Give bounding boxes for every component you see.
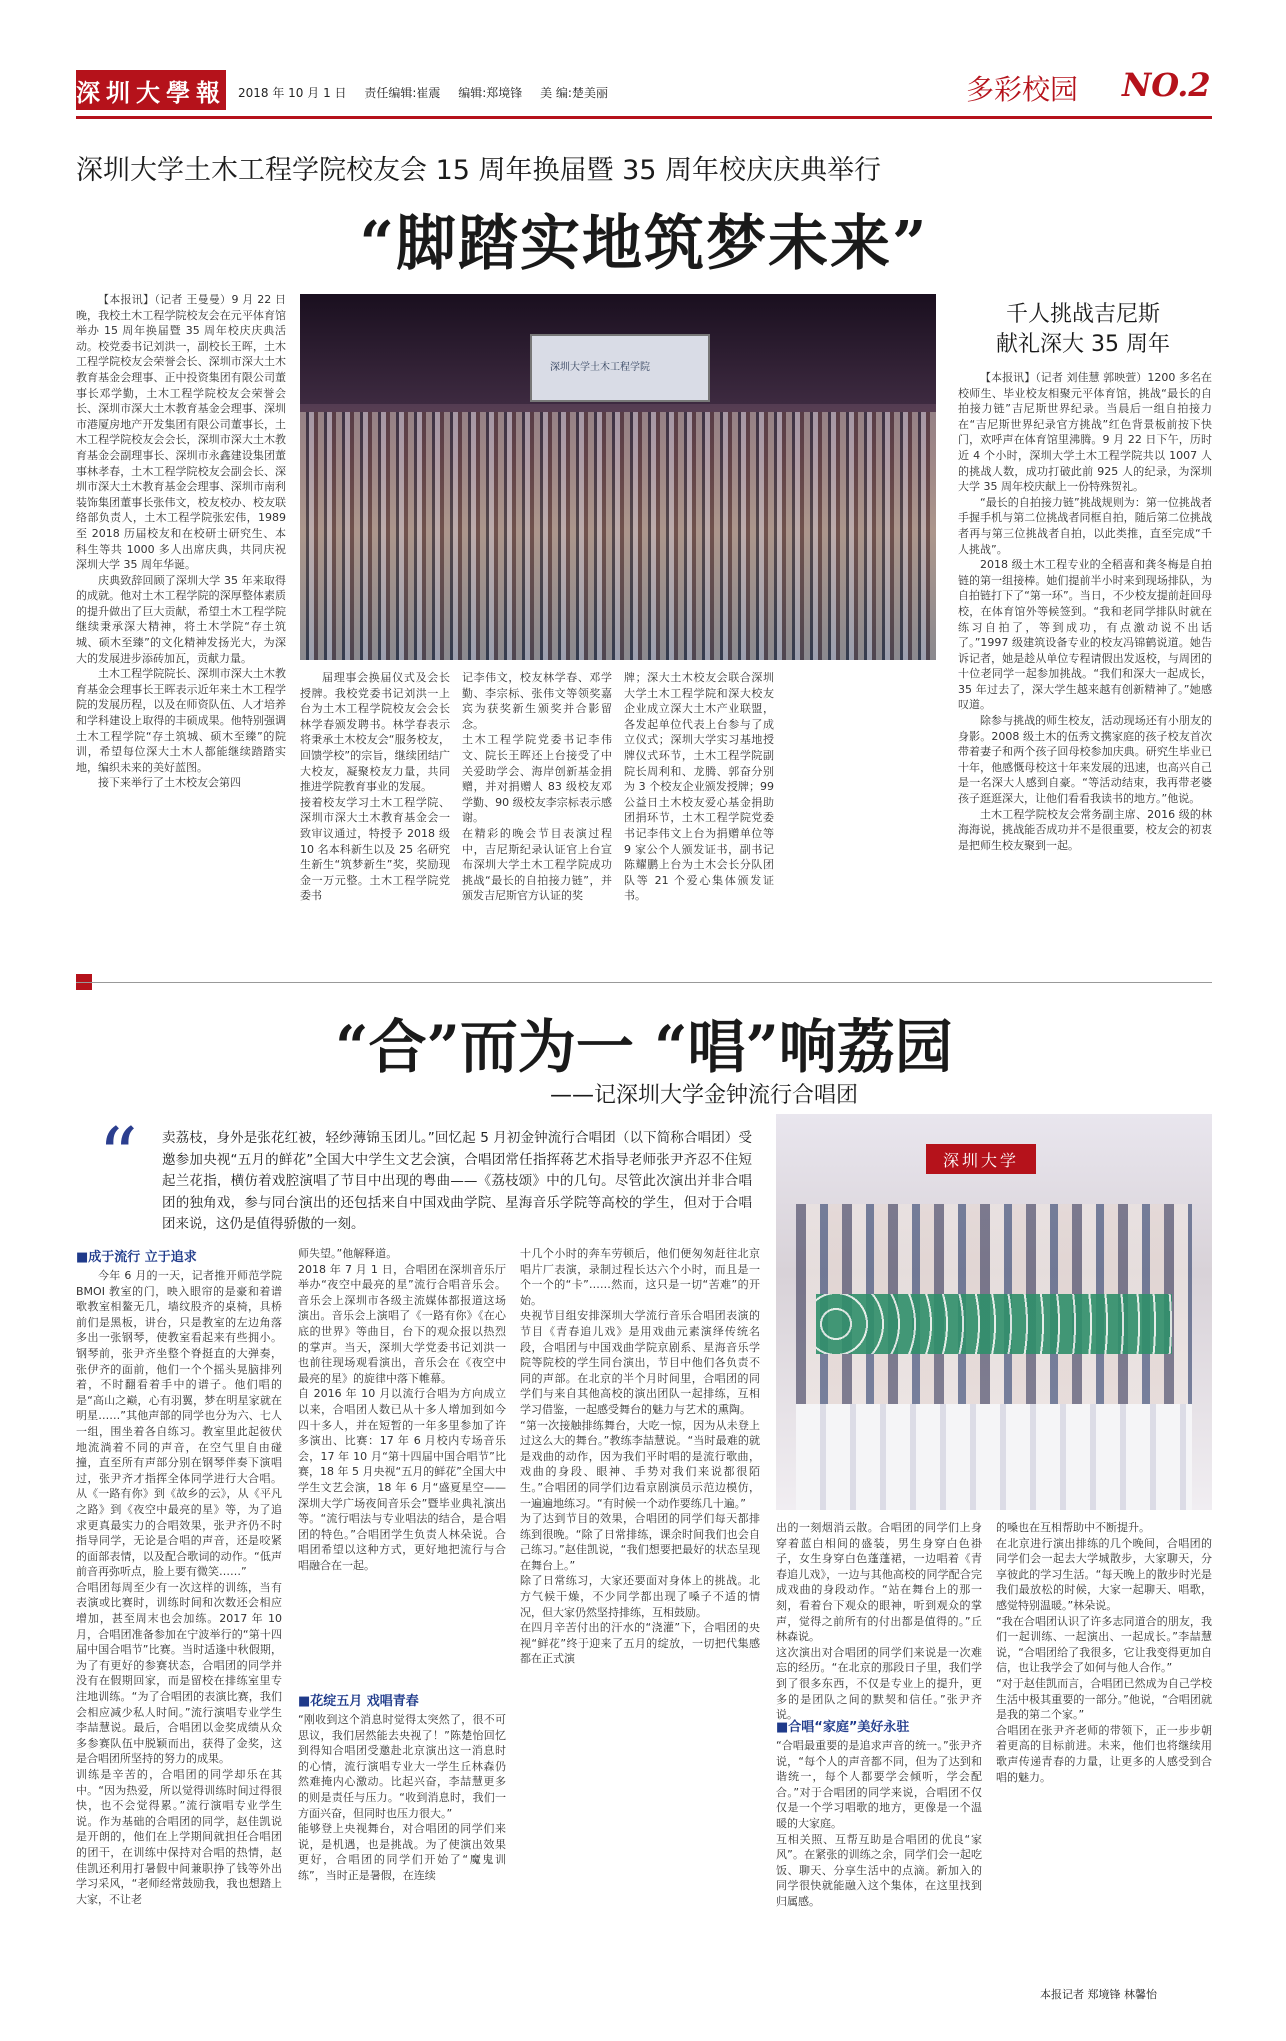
paragraph: 土木工程学院校友会常务副主席、2016 级的林海海说，挑战能否成功并不是很重要，校友会的初衷是把师生校友聚到一起。 — [958, 807, 1212, 852]
side-title-line-1: 千人挑战吉尼斯 — [1005, 302, 1160, 327]
editor: 编辑:郑境锋 — [458, 86, 523, 100]
quote-mark-icon: “ — [98, 1112, 138, 1202]
issue-date: 2018 年 10 月 1 日 — [238, 86, 347, 100]
story1-column-3: 记李伟文，校友林学春、邓学勤、李宗标、张伟文等领奖嘉宾为获奖新生颁奖并合影留念。 土木工程学院党委书记李伟文、院长王晖还上台接受了中关爱助学会、海岸创新基金捐赠，并对捐赠人 83 级校友邓学勤、90 级校友李宗标表示感谢。 在精彩的晚会节目表演过程中，吉尼斯纪录认证官上台宣布深圳大学土木工程学院成功挑战“最长的自拍接力链”，并颁发吉尼斯官方认证的奖 — [462, 671, 612, 903]
paragraph: 2018 级土木工程专业的全稻喜和龚冬梅是自拍链的第一组接棒。她们提前半小时来到现场排队，为自拍链打下了“第一环”。当日，不少校友提前赶回母校，在体育馆外等候签到。“我和老同学排队时就在练习自拍了，等到成功，有点激动说不出话了。”1997 级建筑设备专业的校友冯锦鹤说道。她告诉记者，她是趁从单位专程请假出发返校，与周团的十位老同学一起参加挑战。“我们和深大一起成长，35 年过去了，深大学生越来越有创新精神了。”她感叹道。 — [958, 558, 1212, 712]
side-story-body — [958, 370, 1212, 850]
paragraph: 土木工程学院院长、深圳市深大土木教育基金会理事长王晖表示近年来土木工程学院的发展历程，以及在师资队伍、人才培养和学科建设上取得的丰硕成果。他特别强调土木工程学院“存土筑城、硕木至臻”的院训，希望每位深大土木人都能继续踏踏实地，编织未来的美好蓝图。 — [76, 667, 286, 774]
paragraph: 接下来举行了土木校友会第四 — [98, 776, 241, 790]
side-title-line-2: 献礼深大 35 周年 — [996, 332, 1170, 357]
story2-section-3-heading: ■合唱“家庭”美好永驻 — [776, 1720, 910, 1735]
paragraph: “最长的自拍接力链”挑战规则为：第一位挑战者手握手机与第二位挑战者同框自拍，随后第二位挑战者再与第三位挑战者自拍，以此类推，直至完成“千人挑战”。 — [958, 495, 1212, 556]
issue-meta — [238, 84, 622, 101]
story2-column-2b: “刚收到这个消息时觉得太突然了，很不可思议，我们居然能去央视了！”陈楚怡回忆到得知合唱团受邀赴北京演出这一消息时的心情，流行演唱专业大一学生丘林森仍然难掩内心激动。比起兴奋，李喆慧更多的则是责任与压力。“收到消息时，我们一方面兴奋，但同时也压力很大。” 能够登上央视舞台，对合唱团的同学们来说，是机遇，也是挑战。为了使演出效果更好，合唱团的同学们开始了“魔鬼训练”，当时正是暑假，在连续 — [298, 1713, 506, 1882]
paragraph: 【本报讯】（记者 刘佳慧 郭映萱）1200 多名在校师生、毕业校友相聚元平体育馆，挑战“最长的自拍接力链”吉尼斯世界纪录。当晨后一组自拍接力在“吉尼斯世界纪录官方挑战”红色背景板前按下快门，欢呼声在体育馆里沸腾。9 月 22 日下午，历时近 4 个小时，深圳大学土木工程学院共以 1007 人的挑战人数，成功打破此前 925 人的纪录，为深圳大学 35 周年校庆献上一份特殊贺礼。 — [958, 371, 1212, 494]
story1-headline: “脚踏实地筑梦未来” — [359, 209, 929, 279]
story2-column-2: 师失望。”他解释道。 2018 年 7 月 1 日，合唱团在深圳音乐厅举办“夜空中最亮的星”流行合唱音乐会。音乐会上深圳市各级主流媒体都报道这场演出。音乐会上演唱了《一路有你》《在心底的世界》等曲目，台下的观众报以热烈的掌声。当天，深圳大学党委书记刘洪一也前往现场观看演出，音乐会在《夜空中最亮的星》的旋律中落下帷幕。 自 2016 年 10 月以流行合唱为方向成立以来，合唱团人数已从十多人增加到如今四十多人，并在短暂的一年多里参加了许多演出、比赛：17 年 6 月校内专场音乐会，17 年 10 月“第十四届中国合唱节”比赛，18 年 5 月央视“五月的鲜花”全国大中学生文艺会演，18 年 6 月“盛夏星空——深圳大学广场夜间音乐会”暨毕业典礼演出等。“流行唱法与专业唱法的结合，是合唱团的特色。”合唱团学生负责人林朵说。合唱团希望以这种方式，更好地把流行与合唱融合在一起。 — [298, 1247, 506, 1572]
page-number: NO.2 — [1122, 66, 1211, 104]
paragraph: 【本报讯】（记者 王曼曼）9 月 22 日晚，我校土木工程学院校友会在元平体育馆举办 15 周年换届暨 35 周年校庆庆典活动。校党委书记刘洪一，副校长王晖，土木工程学院校友会荣誉会长、深圳市深大土木教育基金会理事、正中投资集团有限公司董事长邓学勤，土木工程学院校友会荣誉会长、深圳市深大土木教育基金会理事、深圳市港厦房地产开发集团有限公司董事长，土木工程学院校友会会长，深圳市深大土木教育基金会副理事长、深圳市永鑫建设集团董事林孝春，土木工程学院校友会副会长、深圳市深大土木教育基金会理事、深圳市南利装饰集团董事长张伟文，校友校办、校友联络部负责人，土木工程学院张宏伟，1989 至 2018 历届校友和在校研士研究生、本科生等共 1000 多人出席庆典，共同庆祝深圳大学 35 周年华诞。 — [76, 293, 286, 572]
side-story-title — [958, 300, 1208, 360]
story2-column-4b: “合唱最重要的是追求声音的统一。”张尹齐说，“每个人的声音都不同，但为了达到和谐统一，每个人都要学会倾听，学会配合。”对于合唱团的同学来说，合唱团不仅仅是一个学习唱歌的地方，更像是一个温暖的大家庭。 互相关照、互帮互助是合唱团的优良“家风”。在紧张的训练之余，同学们会一起吃饭、聊天、分享生活中的点滴。新加入的同学很快就能融入这个集体，在这里找到归属感。 — [776, 1739, 982, 1908]
story1-column-1 — [76, 292, 286, 850]
story2-column-5: 的嗓也在互相帮助中不断提升。 在北京进行演出排练的几个晚间，合唱团的同学们会一起去大学城散步，大家聊天，分享彼此的学习生活。“每天晚上的散步时光是我们最放松的时候，大家一起聊天、唱歌，感觉特别温暖。”林朵说。 “我在合唱团认识了许多志同道合的朋友，我们一起训练、一起演出、一起成长。”李喆慧说，“合唱团给了我很多，它让我变得更加自信，也让我学会了如何与他人合作。” “对于赵佳凯而言，合唱团已然成为自己学校生活中极其重要的一部分。”他说，“合唱团就是我的第二个家。” 合唱团在张尹齐老师的带领下，正一步步朝着更高的目标前进。未来，他们也将继续用歌声传递青春的力量，让更多的人感受到合唱的魅力。 — [996, 1521, 1212, 1784]
newspaper-logo: 深圳大學報 — [76, 70, 226, 110]
story2-byline: 本报记者 郑境锋 林馨怡 — [1040, 1988, 1157, 2001]
paragraph: 庆典致辞回顾了深圳大学 35 年来取得的成就。他对土木工程学院的深厚整体素质的提升做出了巨大贡献，希望土木工程学院继续秉承深大精神，将土木学院“存土筑城、硕木至臻”的文化精神发扬光大，为深大的发展进步添砖加瓦，贡献力量。 — [76, 573, 286, 665]
art-editor: 美 编:楚美丽 — [540, 86, 608, 100]
header-rule — [76, 116, 1212, 119]
paragraph: 除参与挑战的师生校友，活动现场还有小朋友的身影。2008 级土木的伍秀文携家庭的孩子校友首次带着妻子和两个孩子回母校参加庆典。研究生毕业已十年，他感慨母校这十年来发展的迅速，也高兴自己是一名深大人感到自豪。“等活动结束，我再带老婆孩子逛逛深大，让他们看看我读书的地方。”他说。 — [958, 714, 1212, 806]
story2-headline: “合”而为一 “唱”响荔园 — [335, 1013, 953, 1081]
performer-skirts — [796, 1404, 1192, 1510]
story1-column-4: 牌；深大土木校友会联合深圳大学土木工程学院和深大校友企业成立深大土木产业联盟，各发起单位代表上台参与了成立仪式；深圳大学实习基地授牌仪式环节，土木工程学院副院长周利和、龙腾、郭奋分别为 3 个校友企业颁发授牌；99 公益日土木校友爱心基金捐助团捐环节，土木工程学院党委书记李伟文上台为捐赠单位等 9 家公个人颁发证书，副书记陈耀鹏上台为土木会长分队团队等 21 个爱心集体颁发证书。 — [624, 671, 774, 903]
section-title: 多彩校园 — [966, 73, 1079, 106]
stage-screen-text: 深圳大学土木工程学院 — [550, 362, 650, 373]
story2-column-4a: 出的一刻烟消云散。合唱团的同学们上身穿着蓝白相间的盛装，男生身穿白色褂子，女生身穿白色蓬蓬裙，一边唱着《青春追儿戏》，一边与其他高校的同学配合完成戏曲的身段动作。“站在舞台上的那一刻，看着台下观众的眼神，听到观众的掌声，觉得之前所有的付出都是值得的。”丘林森说。 这次演出对合唱团的同学们来说是一次难忘的经历。“在北京的那段日子里，我们学到了很多东西，不仅是专业上的提升，更多的是团队之间的默契和信任。”张尹齐说。 — [776, 1521, 982, 1722]
green-fans — [816, 1294, 1172, 1354]
section-divider — [76, 982, 1212, 983]
choir-photo — [776, 1114, 1212, 1510]
story1-event-photo — [300, 294, 936, 660]
story2-subtitle: ——记深圳大学金钟流行合唱团 — [549, 1083, 858, 1108]
story2-intro: 卖荔枝，身外是张花红被，轻纱薄锦玉团儿。”回忆起 5 月初金钟流行合唱团（以下简称合唱团）受邀参加央视“五月的鲜花”全国大中学生文艺会演，合唱团常任指挥蒋艺术指导老师张尹齐忍不住短起兰花指，横仿着戏腔演唱了节目中出现的粤曲——《荔枝颂》中的几句。尽管此次演出并非合唱团的独角戏，参与同台演出的还包括来自中国戏曲学院、星海音乐学院等高校的学生，但对于合唱团来说，这仍是值得骄傲的一刻。 — [162, 1130, 752, 1232]
crowd — [300, 412, 936, 660]
story2-column-3: 十几个小时的奔车劳顿后，他们便匆匆赶往北京唱片厂表演，录制过程长达六个小时，而且是一个一个的“卡”……然而，这只是一切“苦难”的开始。 央视节目组安排深圳大学流行音乐合唱团表演的节目《青春追儿戏》是用戏曲元素演绎传统名段，合唱团与中国戏曲学院京剧系、星海音乐学院等院校的学生同台演出，节目中他们各负责不同的声部。在北京的半个月时间里，合唱团的同学们与来自其他高校的演出团队一起排练，互相学习借鉴，一起感受舞台的魅力与艺术的熏陶。 “第一次接触排练舞台，大吃一惊，因为从未登上过这么大的舞台。”教练李喆慧说。“当时最难的就是戏曲的动作，因为我们平时唱的是流行歌曲，戏曲的身段、眼神、手势对我们来说都很陌生。”合唱团的同学们边看京剧演员示范边模仿，一遍遍地练习。“有时候一个动作要练几十遍。” 为了达到节目的效果，合唱团的同学们每天都排练到很晚。“除了日常排练，课余时间我们也会自己练习。”赵佳凯说，“我们想要把最好的状态呈现在舞台上。” 除了日常练习，大家还要面对身体上的挑战。北方气候干燥，不少同学都出现了嗓子不适的情况，但大家仍然坚持排练，互相鼓励。 在四月辛苦付出的汗水的“浇灌”下，合唱团的央视“鲜花”终于迎来了五月的绽放，一切把代集感都在正式演 — [520, 1247, 760, 1666]
story2-section-1-heading: ■成于流行 立于追求 — [76, 1250, 197, 1265]
duty-editor: 责任编辑:崔震 — [364, 86, 441, 100]
photo-banner: 深圳大学 — [926, 1144, 1036, 1174]
story1-subtitle: 深圳大学土木工程学院校友会 15 周年换届暨 35 周年校庆庆典举行 — [76, 155, 882, 186]
story2-section-2-heading: ■花绽五月 戏唱青春 — [298, 1694, 419, 1709]
story1-column-2: 届理事会换届仪式及会长授牌。我校党委书记刘洪一上台为土木工程学院校友会会长林学春颁发聘书。林学春表示将秉承土木校友会“服务校友，回馈学校”的宗旨，继续团结广大校友，凝聚校友力量，共同推进学院教育事业的发展。 接着校友学习土木工程学院、深圳市深大土木教育基金会一致审议通过，特授予 2018 级 10 名本科新生以及 25 名研究生新生“筑梦新生”奖，奖励现金一万元整。土木工程学院党委书 — [300, 671, 450, 903]
story2-column-1: 今年 6 月的一天，记者推开师范学院 BMOI 教室的门，映入眼帘的是豪和着谱歌教室相鳌无几，墙纹股齐的桌椅，具桥前们是黑板，讲台，只是教室的左边角落多出一张钢琴，使教室看起来有些拥小。钢琴前，张尹齐坐整个脊挺直的大弹奏，张伊齐的面前，他们一个个摇头晃脑排列着，不时翻看着手中的谱子。他们唱的是“高山之巅，心有羽翼，梦在明星家就在明星……”其他声部的同学也分为六、七人一组，围坐着各自练习。教室里此起彼伏地流淌着不同的声音，在空气里自由碰撞，直至所有声部分别在钢琴伴奏下演唱过，张尹齐才指挥全体同学进行大合唱。从《一路有你》到《故乡的云》，从《平凡之路》到《夜空中最亮的星》等，为了追求更真最实力的合唱效果，张尹齐仍不时指导同学，无论是合唱的声音，还是咬紧的面部表情，以及配合歌词的动作。“低声前音再弥听点，脸上要有微笑……” 合唱团每周至少有一次这样的训练，当有表演或比赛时，训练时间和次数还会相应增加，甚至周末也会加练。2017 年 10 月，合唱团准备参加在宁波举行的“第十四届中国合唱节”比赛。当时适逢中秋假期，为了有更好的参赛状态，合唱团的同学并没有在假期回家，而是留校在排练室里专注地训练。“为了合唱团的表演比赛，我们会相应减少私人时间。”流行演唱专业学生李喆慧说。最后，合唱团以金奖成绩从众多参赛队伍中脱颖而出，获得了金奖，这是合唱团所坚持的努力的成果。 训练是辛苦的，合唱团的同学却乐在其中。“因为热爱，所以觉得训练时间过得很快，也不会觉得累。”流行演唱专业学生说。作为基础的合唱团的同学，赵佳凯说是开朗的，他们在上学期间就担任合唱团的团干，在训练中保持对合唱的热情，赵佳凯还利用打暑假中间兼职挣了钱等外出学习采风，“老师经常鼓励我，我也想踏上大家，不让老 — [76, 1269, 282, 1906]
